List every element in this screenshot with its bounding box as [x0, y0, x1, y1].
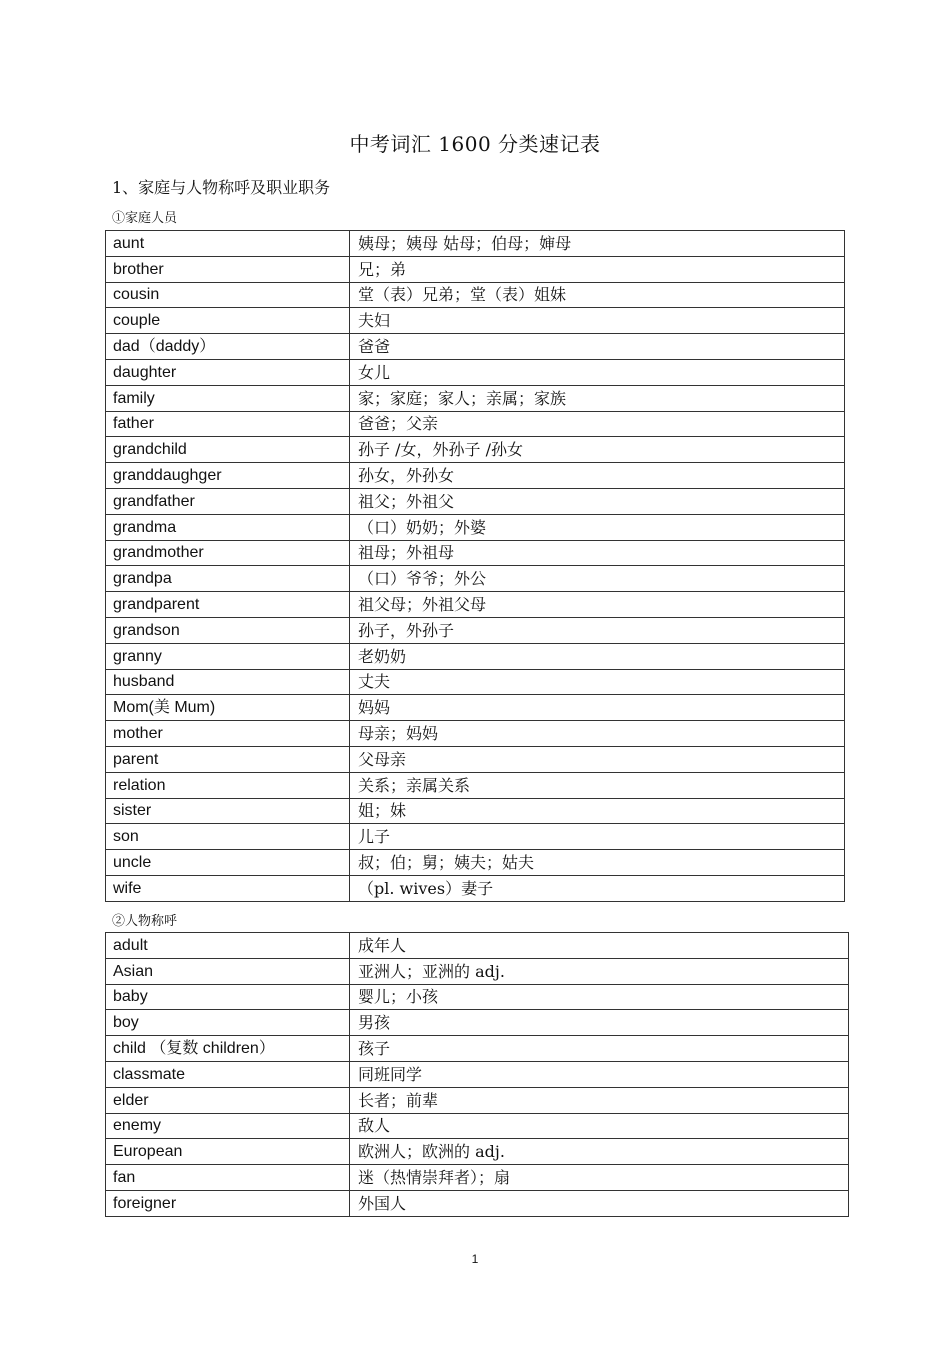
english-word-cell: grandson — [106, 617, 350, 643]
english-word-cell: parent — [106, 746, 350, 772]
table-subheading-people: ②人物称呼 — [112, 914, 178, 929]
table-row — [106, 592, 845, 618]
table-row — [106, 334, 845, 360]
table-row — [106, 463, 845, 489]
chinese-meaning-cell: 姐；妹 — [350, 798, 845, 824]
table-row — [106, 643, 845, 669]
chinese-meaning-cell: 祖父；外祖父 — [350, 488, 845, 514]
chinese-meaning-cell: 父母亲 — [350, 746, 845, 772]
chinese-meaning-cell: 迷（热情崇拜者）；扇 — [350, 1165, 849, 1191]
english-word-cell: cousin — [106, 282, 350, 308]
english-word-cell: uncle — [106, 850, 350, 876]
chinese-meaning-cell: 婴儿；小孩 — [350, 984, 849, 1010]
english-word-cell: grandpa — [106, 566, 350, 592]
table-row — [106, 359, 845, 385]
chinese-meaning-cell: 叔；伯；舅；姨夫；姑夫 — [350, 850, 845, 876]
table-row — [106, 1139, 849, 1165]
chinese-meaning-cell: 女儿 — [350, 359, 845, 385]
table-row — [106, 437, 845, 463]
chinese-meaning-cell: 欧洲人；欧洲的 adj. — [350, 1139, 849, 1165]
table-row — [106, 1113, 849, 1139]
english-word-cell: boy — [106, 1010, 350, 1036]
english-word-cell: grandfather — [106, 488, 350, 514]
table-row — [106, 798, 845, 824]
english-word-cell: aunt — [106, 231, 350, 257]
table-row — [106, 514, 845, 540]
table-row — [106, 540, 845, 566]
table-row — [106, 488, 845, 514]
chinese-meaning-cell: 孩子 — [350, 1036, 849, 1062]
english-word-cell: enemy — [106, 1113, 350, 1139]
english-word-cell: grandma — [106, 514, 350, 540]
table-row — [106, 721, 845, 747]
table-row — [106, 1010, 849, 1036]
table-row — [106, 308, 845, 334]
chinese-meaning-cell: 老奶奶 — [350, 643, 845, 669]
document-title: 中考词汇 1600 分类速记表 — [349, 132, 601, 156]
chinese-meaning-cell: 丈夫 — [350, 669, 845, 695]
chinese-meaning-cell: 祖母；外祖母 — [350, 540, 845, 566]
page-number: 1 — [471, 1252, 479, 1266]
vocab-table-people — [105, 932, 849, 1217]
table-row — [106, 411, 845, 437]
table-row — [106, 933, 849, 959]
english-word-cell: granddaughger — [106, 463, 350, 489]
english-word-cell: relation — [106, 772, 350, 798]
english-word-cell: wife — [106, 875, 350, 901]
table-row — [106, 256, 845, 282]
english-word-cell: fan — [106, 1165, 350, 1191]
table-row — [106, 669, 845, 695]
english-word-cell: adult — [106, 933, 350, 959]
table-row — [106, 282, 845, 308]
english-word-cell: couple — [106, 308, 350, 334]
table-row — [106, 1087, 849, 1113]
english-word-cell: mother — [106, 721, 350, 747]
chinese-meaning-cell: 夫妇 — [350, 308, 845, 334]
table-subheading-family: ①家庭人员 — [112, 211, 178, 226]
chinese-meaning-cell: 男孩 — [350, 1010, 849, 1036]
chinese-meaning-cell: 姨母；姨母 姑母；伯母；婶母 — [350, 231, 845, 257]
chinese-meaning-cell: （口）奶奶；外婆 — [350, 514, 845, 540]
section-heading: 1、家庭与人物称呼及职业职务 — [112, 178, 331, 197]
chinese-meaning-cell: 成年人 — [350, 933, 849, 959]
english-word-cell: brother — [106, 256, 350, 282]
chinese-meaning-cell: （口）爷爷；外公 — [350, 566, 845, 592]
chinese-meaning-cell: 同班同学 — [350, 1061, 849, 1087]
table-row — [106, 1061, 849, 1087]
chinese-meaning-cell: 母亲；妈妈 — [350, 721, 845, 747]
table-row — [106, 1165, 849, 1191]
chinese-meaning-cell: 堂（表）兄弟；堂（表）姐妹 — [350, 282, 845, 308]
table-row — [106, 850, 845, 876]
english-word-cell: son — [106, 824, 350, 850]
english-word-cell: husband — [106, 669, 350, 695]
chinese-meaning-cell: 孙子 /女，外孙子 /孙女 — [350, 437, 845, 463]
chinese-meaning-cell: （pl. wives）妻子 — [350, 875, 845, 901]
english-word-cell: daughter — [106, 359, 350, 385]
chinese-meaning-cell: 亚洲人；亚洲的 adj. — [350, 958, 849, 984]
english-word-cell: baby — [106, 984, 350, 1010]
english-word-cell: grandmother — [106, 540, 350, 566]
table-row — [106, 824, 845, 850]
english-word-cell: Asian — [106, 958, 350, 984]
chinese-meaning-cell: 妈妈 — [350, 695, 845, 721]
chinese-meaning-cell: 关系；亲属关系 — [350, 772, 845, 798]
table-row — [106, 958, 849, 984]
english-word-cell: classmate — [106, 1061, 350, 1087]
table-row — [106, 1036, 849, 1062]
english-word-cell: European — [106, 1139, 350, 1165]
english-word-cell: child （复数 children） — [106, 1036, 350, 1062]
chinese-meaning-cell: 家；家庭；家人；亲属；家族 — [350, 385, 845, 411]
chinese-meaning-cell: 外国人 — [350, 1190, 849, 1216]
english-word-cell: dad（daddy） — [106, 334, 350, 360]
english-word-cell: father — [106, 411, 350, 437]
chinese-meaning-cell: 孙子，外孙子 — [350, 617, 845, 643]
table-row — [106, 231, 845, 257]
vocab-table-family — [105, 230, 845, 902]
english-word-cell: Mom(美 Mum) — [106, 695, 350, 721]
chinese-meaning-cell: 孙女，外孙女 — [350, 463, 845, 489]
english-word-cell: grandparent — [106, 592, 350, 618]
chinese-meaning-cell: 爸爸；父亲 — [350, 411, 845, 437]
table-row — [106, 1190, 849, 1216]
table-row — [106, 746, 845, 772]
table-row — [106, 566, 845, 592]
english-word-cell: foreigner — [106, 1190, 350, 1216]
chinese-meaning-cell: 儿子 — [350, 824, 845, 850]
chinese-meaning-cell: 祖父母；外祖父母 — [350, 592, 845, 618]
english-word-cell: elder — [106, 1087, 350, 1113]
table-row — [106, 875, 845, 901]
english-word-cell: family — [106, 385, 350, 411]
chinese-meaning-cell: 兄；弟 — [350, 256, 845, 282]
table-row — [106, 617, 845, 643]
chinese-meaning-cell: 敌人 — [350, 1113, 849, 1139]
english-word-cell: granny — [106, 643, 350, 669]
table-row — [106, 385, 845, 411]
chinese-meaning-cell: 长者；前辈 — [350, 1087, 849, 1113]
english-word-cell: sister — [106, 798, 350, 824]
table-row — [106, 772, 845, 798]
english-word-cell: grandchild — [106, 437, 350, 463]
table-row — [106, 984, 849, 1010]
chinese-meaning-cell: 爸爸 — [350, 334, 845, 360]
table-row — [106, 695, 845, 721]
